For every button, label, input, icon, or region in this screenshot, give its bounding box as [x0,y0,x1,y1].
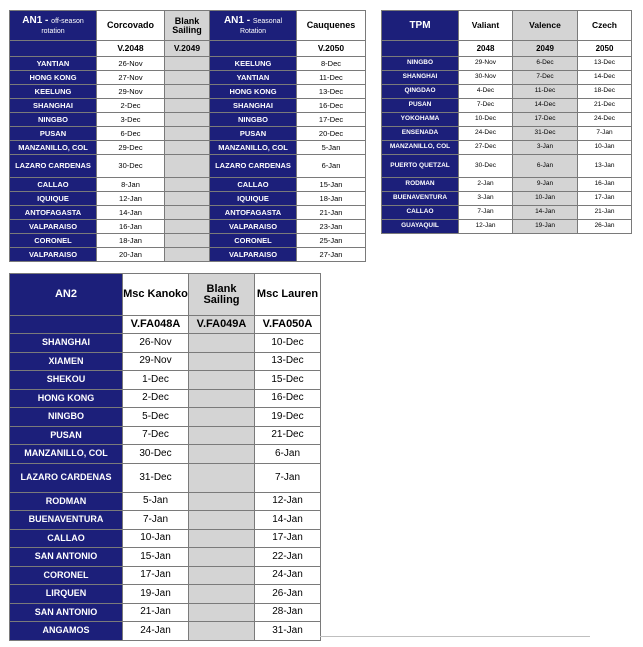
port-name: ANTOFAGASTA [10,206,97,220]
eta-date: 13-Dec [255,352,321,371]
table-row [10,178,366,192]
blank-cell [165,127,210,141]
port-name: NINGBO [10,408,123,427]
eta-date: 16-Dec [255,389,321,408]
blank-cell [165,57,210,71]
table-row [382,206,632,220]
eta-date: 31-Dec [513,127,578,141]
eta-date: 1-Dec [123,371,189,390]
port-name: PUSAN [382,99,459,113]
eta-date: 8-Dec [297,57,366,71]
port-name: KEELUNG [10,85,97,99]
port-name: MANZANILLO, COL [382,141,459,155]
tpm-ship1-name: Valiant [459,11,513,41]
eta-date: 3-Jan [459,192,513,206]
port-name: SHANGHAI [382,71,459,85]
eta-date: 30-Nov [459,71,513,85]
table-row [382,178,632,192]
tpm-ship2-name: Valence [513,11,578,41]
blank-cell [165,234,210,248]
port-name: ANGAMOS [10,622,123,641]
port-name: YANTIAN [210,71,297,85]
eta-date: 18-Dec [578,85,632,99]
eta-date: 3-Dec [97,113,165,127]
an1-voyage-label-cell-2 [210,41,297,57]
eta-date: 10-Jan [578,141,632,155]
table-row [10,371,321,390]
eta-date: 17-Jan [578,192,632,206]
port-name: VALPARAISO [210,248,297,262]
eta-date: 30-Dec [123,445,189,464]
eta-date: 21-Jan [297,206,366,220]
port-name: SAN ANTONIO [10,548,123,567]
port-name: CALLAO [10,178,97,192]
eta-date: 14-Jan [97,206,165,220]
eta-date: 19-Dec [255,408,321,427]
port-name: MANZANILLO, COL [210,141,297,155]
port-name: HONG KONG [10,71,97,85]
eta-date: 31-Dec [123,463,189,492]
eta-date: 14-Dec [513,99,578,113]
port-name: CALLAO [210,178,297,192]
eta-date: 22-Jan [255,548,321,567]
port-name: PUSAN [210,127,297,141]
port-name: GUAYAQUIL [382,220,459,234]
tpm-voyage3: 2050 [578,41,632,57]
eta-date: 28-Jan [255,603,321,622]
port-name: QINGDAO [382,85,459,99]
table-row [382,192,632,206]
eta-date: 26-Nov [97,57,165,71]
table-row [10,566,321,585]
blank-cell [189,548,255,567]
eta-date: 13-Dec [578,57,632,71]
eta-date: 7-Jan [255,463,321,492]
table-row [10,548,321,567]
eta-date: 10-Jan [513,192,578,206]
table-row [382,155,632,178]
table-row [10,248,366,262]
eta-date: 10-Dec [255,334,321,353]
blank-cell [165,155,210,178]
eta-date: 2-Dec [123,389,189,408]
eta-date: 17-Dec [513,113,578,127]
eta-date: 4-Dec [459,85,513,99]
tpm-schedule-table [381,10,632,234]
table-row [10,71,366,85]
eta-date: 14-Jan [255,511,321,530]
eta-date: 15-Dec [255,371,321,390]
an1-seasonal-header [210,11,297,41]
blank-cell [189,352,255,371]
an2-header-title: AN2 [10,274,123,316]
eta-date: 29-Nov [97,85,165,99]
blank-cell [165,99,210,113]
eta-date: 12-Jan [97,192,165,206]
eta-date: 26-Jan [578,220,632,234]
an1-voyage2: V.2049 [165,41,210,57]
eta-date: 7-Dec [123,426,189,445]
blank-cell [189,463,255,492]
an2-schedule-table [9,273,321,641]
eta-date: 29-Nov [459,57,513,71]
port-name: NINGBO [382,57,459,71]
an1-offseason-subtitle: off-season rotation [41,17,84,35]
blank-cell [165,178,210,192]
port-name: NINGBO [10,113,97,127]
table-row [10,85,366,99]
table-row [382,99,632,113]
port-name: RODMAN [382,178,459,192]
an1-ship1-name: Corcovado [97,11,165,41]
eta-date: 21-Dec [578,99,632,113]
an2-ship1-name: Msc Kanoko [123,274,189,316]
eta-date: 2-Jan [459,178,513,192]
table-row [10,585,321,604]
eta-date: 21-Jan [123,603,189,622]
table-row [10,334,321,353]
blank-cell [165,248,210,262]
an1-voyage-label-cell [10,41,97,57]
tpm-header-row [382,11,632,41]
port-name: HONG KONG [210,85,297,99]
eta-date: 24-Dec [578,113,632,127]
table-row [382,141,632,155]
an1-seasonal-title: AN1 - [223,14,251,26]
eta-date: 30-Dec [97,155,165,178]
blank-cell [165,220,210,234]
table-row [382,71,632,85]
eta-date: 11-Dec [513,85,578,99]
table-row [10,141,366,155]
eta-date: 25-Jan [297,234,366,248]
eta-date: 13-Dec [297,85,366,99]
port-name: LAZARO CARDENAS [10,463,123,492]
eta-date: 21-Jan [578,206,632,220]
table-row [382,113,632,127]
table-row [10,206,366,220]
eta-date: 8-Jan [97,178,165,192]
eta-date: 29-Nov [123,352,189,371]
eta-date: 19-Jan [123,585,189,604]
port-name: LAZARO CARDENAS [210,155,297,178]
eta-date: 11-Dec [297,71,366,85]
blank-cell [189,426,255,445]
table-row [10,529,321,548]
blank-cell [165,113,210,127]
eta-date: 6-Jan [513,155,578,178]
eta-date: 18-Jan [297,192,366,206]
eta-date: 5-Dec [123,408,189,427]
an2-voyage-label-cell [10,316,123,334]
tpm-voyage-label-cell [382,41,459,57]
port-name: CORONEL [10,566,123,585]
port-name: ENSENADA [382,127,459,141]
port-name: KEELUNG [210,57,297,71]
port-name: SHEKOU [10,371,123,390]
blank-cell [189,389,255,408]
tpm-voyage-row [382,41,632,57]
eta-date: 14-Dec [578,71,632,85]
eta-date: 16-Jan [97,220,165,234]
eta-date: 29-Dec [97,141,165,155]
eta-date: 14-Jan [513,206,578,220]
table-row [10,603,321,622]
eta-date: 7-Dec [459,99,513,113]
table-row [10,127,366,141]
eta-date: 27-Jan [297,248,366,262]
table-row [10,463,321,492]
eta-date: 18-Jan [97,234,165,248]
blank-cell [189,622,255,641]
port-name: PUERTO QUETZAL [382,155,459,178]
port-name: LAZARO CARDENAS [10,155,97,178]
eta-date: 12-Jan [459,220,513,234]
eta-date: 17-Jan [255,529,321,548]
an1-schedule-table [9,10,366,262]
eta-date: 26-Jan [255,585,321,604]
eta-date: 24-Jan [255,566,321,585]
eta-date: 6-Dec [97,127,165,141]
eta-date: 27-Nov [97,71,165,85]
blank-cell [189,603,255,622]
port-name: SHANGHAI [10,99,97,113]
blank-cell [189,566,255,585]
blank-cell [165,71,210,85]
port-name: NINGBO [210,113,297,127]
table-row [10,113,366,127]
eta-date: 16-Dec [297,99,366,113]
table-row [10,492,321,511]
blank-cell [165,85,210,99]
an1-voyage3: V.2050 [297,41,366,57]
table-row [10,389,321,408]
eta-date: 6-Jan [297,155,366,178]
table-row [10,99,366,113]
blank-cell [189,408,255,427]
eta-date: 10-Dec [459,113,513,127]
port-name: HONG KONG [10,389,123,408]
port-name: SHANGHAI [10,334,123,353]
blank-cell [189,529,255,548]
table-row [10,234,366,248]
eta-date: 7-Jan [459,206,513,220]
eta-date: 6-Dec [513,57,578,71]
divider-line [320,636,590,637]
table-row [10,192,366,206]
table-row [382,127,632,141]
blank-cell [189,585,255,604]
eta-date: 15-Jan [123,548,189,567]
eta-date: 15-Jan [297,178,366,192]
port-name: PUSAN [10,426,123,445]
port-name: YOKOHAMA [382,113,459,127]
blank-cell [189,445,255,464]
table-row [10,511,321,530]
eta-date: 31-Jan [255,622,321,641]
table-row [10,57,366,71]
port-name: MANZANILLO, COL [10,141,97,155]
table-row [10,426,321,445]
eta-date: 26-Nov [123,334,189,353]
eta-date: 6-Jan [255,445,321,464]
port-name: BUENAVENTURA [10,511,123,530]
tpm-voyage2: 2049 [513,41,578,57]
eta-date: 16-Jan [578,178,632,192]
port-name: SHANGHAI [210,99,297,113]
port-name: VALPARAISO [210,220,297,234]
blank-cell [189,371,255,390]
eta-date: 30-Dec [459,155,513,178]
eta-date: 17-Dec [297,113,366,127]
table-row [10,622,321,641]
table-row [382,220,632,234]
table-row [10,220,366,234]
an2-header-row [10,274,321,316]
port-name: LIRQUEN [10,585,123,604]
port-name: BUENAVENTURA [382,192,459,206]
tpm-header-title: TPM [382,11,459,41]
eta-date: 24-Jan [123,622,189,641]
eta-date: 10-Jan [123,529,189,548]
eta-date: 13-Jan [578,155,632,178]
eta-date: 5-Jan [297,141,366,155]
an1-header-row [10,11,366,41]
an2-voyage-row [10,316,321,334]
tpm-voyage1: 2048 [459,41,513,57]
an1-ship3-name: Cauquenes [297,11,366,41]
table-row [10,445,321,464]
port-name: CORONEL [210,234,297,248]
blank-cell [165,141,210,155]
port-name: CALLAO [10,529,123,548]
port-name: YANTIAN [10,57,97,71]
an1-voyage1: V.2048 [97,41,165,57]
table-row [10,155,366,178]
port-name: PUSAN [10,127,97,141]
eta-date: 21-Dec [255,426,321,445]
eta-date: 9-Jan [513,178,578,192]
blank-cell [189,334,255,353]
an2-ship2-name: Blank Sailing [189,274,255,316]
blank-cell [165,206,210,220]
table-row [10,408,321,427]
an1-ship2-name: Blank Sailing [165,11,210,41]
an2-ship3-name: Msc Lauren [255,274,321,316]
eta-date: 20-Jan [97,248,165,262]
port-name: RODMAN [10,492,123,511]
eta-date: 5-Jan [123,492,189,511]
port-name: IQUIQUE [210,192,297,206]
port-name: SAN ANTONIO [10,603,123,622]
port-name: ANTOFAGASTA [210,206,297,220]
an1-voyage-row [10,41,366,57]
eta-date: 24-Dec [459,127,513,141]
port-name: CORONEL [10,234,97,248]
eta-date: 7-Jan [578,127,632,141]
port-name: VALPARAISO [10,248,97,262]
eta-date: 17-Jan [123,566,189,585]
blank-cell [165,192,210,206]
eta-date: 20-Dec [297,127,366,141]
port-name: IQUIQUE [10,192,97,206]
eta-date: 7-Jan [123,511,189,530]
port-name: VALPARAISO [10,220,97,234]
an2-voyage1: V.FA048A [123,316,189,334]
port-name: CALLAO [382,206,459,220]
tpm-ship3-name: Czech [578,11,632,41]
port-name: XIAMEN [10,352,123,371]
port-name: MANZANILLO, COL [10,445,123,464]
eta-date: 23-Jan [297,220,366,234]
table-row [382,85,632,99]
an1-offseason-header [10,11,97,41]
eta-date: 3-Jan [513,141,578,155]
eta-date: 2-Dec [97,99,165,113]
an1-offseason-title: AN1 - [22,14,49,26]
eta-date: 7-Dec [513,71,578,85]
an2-voyage3: V.FA050A [255,316,321,334]
table-row [10,352,321,371]
an2-voyage2: V.FA049A [189,316,255,334]
blank-cell [189,511,255,530]
blank-cell [189,492,255,511]
eta-date: 12-Jan [255,492,321,511]
an1-seasonal-subtitle: Seasonal Rotation [239,17,283,35]
table-row [382,57,632,71]
eta-date: 27-Dec [459,141,513,155]
eta-date: 19-Jan [513,220,578,234]
